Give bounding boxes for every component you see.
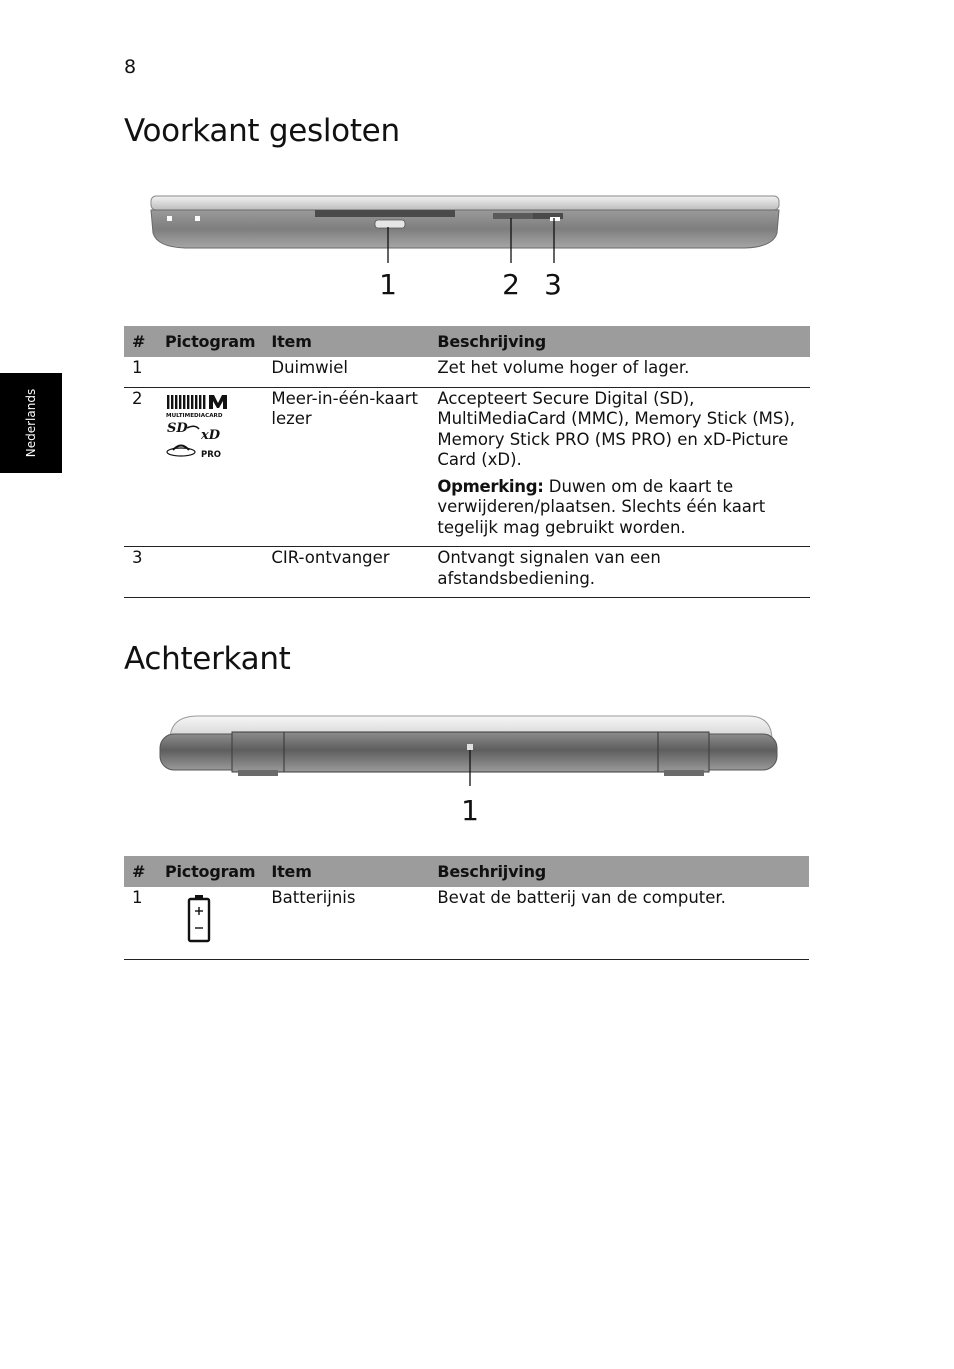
table-row xyxy=(124,357,810,387)
row-pictogram xyxy=(157,357,263,387)
note-text: Duwen om de kaart te verwijderen/plaatsen. Slechts één kaart tegelijk mag gebruikt worden. xyxy=(437,476,766,537)
side-tab-label: Nederlands xyxy=(24,388,38,458)
table-header-row xyxy=(124,326,810,357)
page-number: 8 xyxy=(124,56,137,78)
table-header-row xyxy=(124,856,809,887)
header-item: Item xyxy=(263,856,429,887)
header-item: Item xyxy=(263,326,429,357)
row-pictogram xyxy=(157,387,263,547)
front-section-title: Voorkant gesloten xyxy=(124,113,400,149)
row-description: Bevat de batterij van de computer. xyxy=(429,887,809,960)
header-description: Beschrijving xyxy=(429,326,810,357)
header-description: Beschrijving xyxy=(429,856,809,887)
row-description xyxy=(429,387,810,547)
battery-icon xyxy=(165,895,251,945)
row-item: Batterijnis xyxy=(263,887,429,960)
row-num: 1 xyxy=(124,887,157,960)
row-num: 2 xyxy=(124,387,157,547)
row-pictogram xyxy=(157,547,263,598)
table-row xyxy=(124,887,809,960)
header-num: # xyxy=(124,856,157,887)
table-row xyxy=(124,547,810,598)
pro-logo-text: PRO xyxy=(201,449,222,460)
row-num: 3 xyxy=(124,547,157,598)
front-callout-3: 3 xyxy=(544,268,562,301)
mmc-logo-text: MULTIMEDIACARD xyxy=(166,412,223,419)
laptop-front-illustration xyxy=(145,185,785,305)
row-item: CIR-ontvanger xyxy=(263,547,429,598)
description-text: Accepteert Secure Digital (SD), MultiMediaCard (MMC), Memory Stick (MS), Memory Stick PRO (MS PRO) en xD-Picture Card (xD). xyxy=(437,388,796,469)
header-pictogram: Pictogram xyxy=(157,856,263,887)
xd-logo-text: xD xyxy=(201,427,221,443)
front-callout-1: 1 xyxy=(379,268,397,301)
sd-logo-text: SD xyxy=(167,420,188,436)
description-note xyxy=(437,477,802,539)
table-row xyxy=(124,387,810,547)
row-description: Ontvangt signalen van een afstandsbediening. xyxy=(429,547,810,598)
back-spec-table xyxy=(124,856,809,960)
row-item: Duimwiel xyxy=(263,357,429,387)
back-section-title: Achterkant xyxy=(124,641,291,677)
front-spec-table xyxy=(124,326,810,598)
back-callout-1: 1 xyxy=(461,794,479,827)
header-num: # xyxy=(124,326,157,357)
header-pictogram: Pictogram xyxy=(157,326,263,357)
front-callout-2: 2 xyxy=(502,268,520,301)
row-description: Zet het volume hoger of lager. xyxy=(429,357,810,387)
row-item: Meer-in-één-kaartlezer xyxy=(263,387,429,547)
row-pictogram xyxy=(157,887,263,960)
note-label: Opmerking: xyxy=(437,476,544,496)
language-side-tab xyxy=(0,373,62,473)
card-reader-logos-icon xyxy=(165,395,231,461)
row-num: 1 xyxy=(124,357,157,387)
